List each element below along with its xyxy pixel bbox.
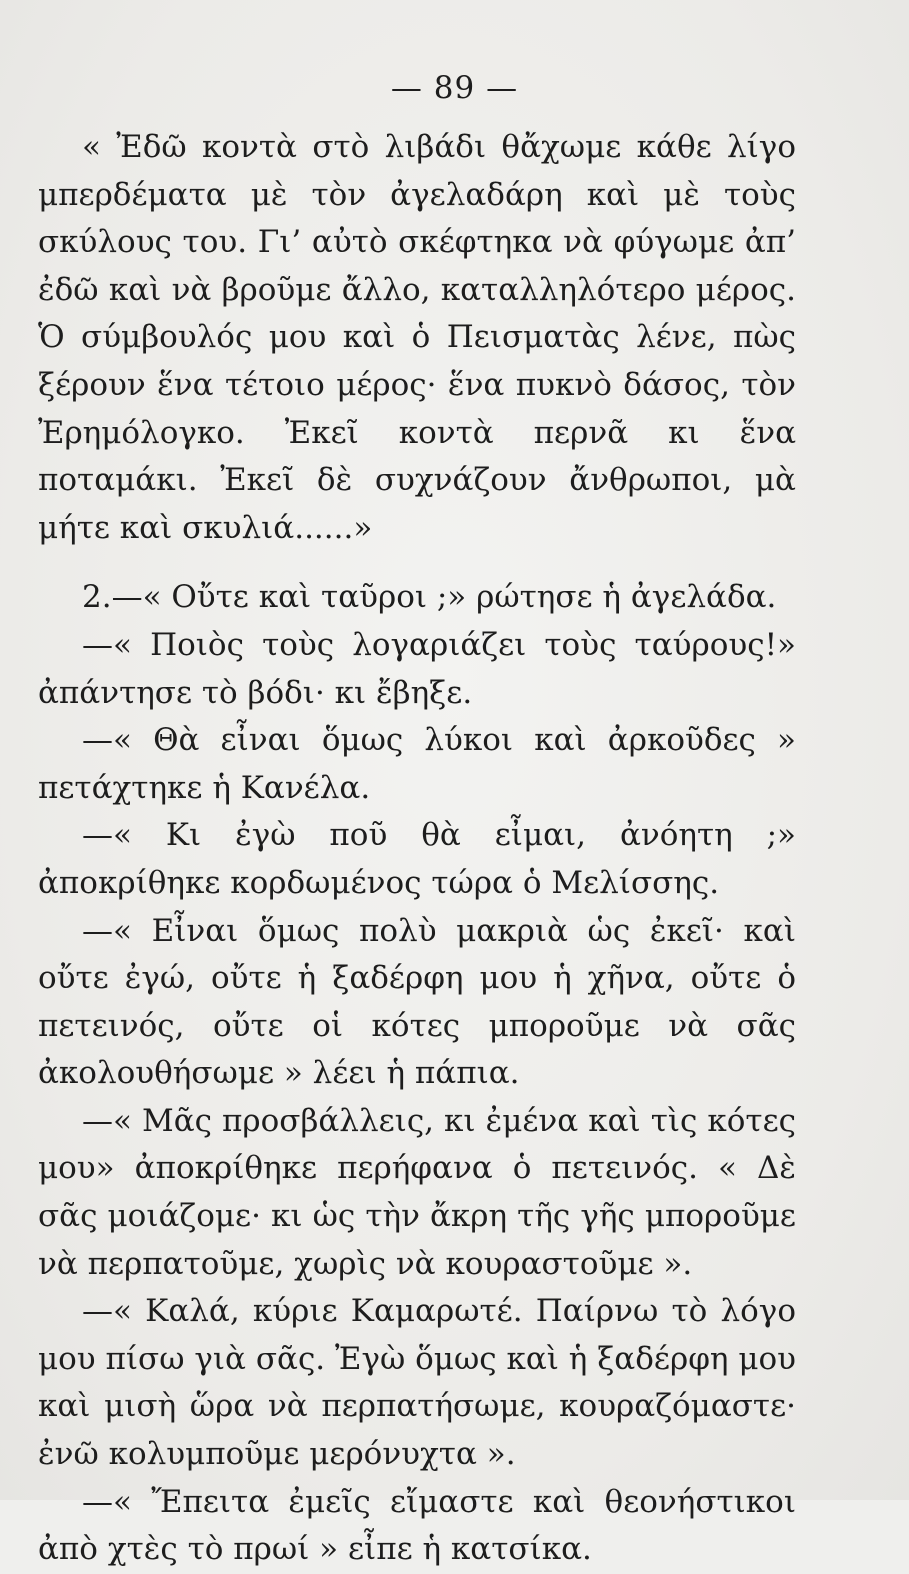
paragraph-4: —« Θὰ εἶναι ὅμως λύκοι καὶ ἀρκοῦδες » πετάχτηκε ἡ Κανέλα. [38,722,796,806]
paragraph-1: « Ἐδῶ κοντὰ στὸ λιβάδι θἄχωμε κάθε λίγο μπερδέματα μὲ τὸν ἀγελαδάρη καὶ μὲ τοὺς σκύλους του. Γι’ αὐτὸ σκέφτηκα νὰ φύγωμε ἀπ’ ἐδῶ καὶ νὰ βροῦμε ἄλλο, καταλληλότερο μέρος. Ὁ σύμβουλός μου καὶ ὁ Πεισματὰς λένε, πὼς ξέρουν ἕνα τέτοιο μέρος· ἕνα πυκνὸ δάσος, τὸν Ἐρημόλογκο. Ἐκεῖ κοντὰ περνᾶ κι ἕνα ποταμάκι. Ἐκεῖ δὲ συχνάζουν ἄνθρωποι, μὰ μήτε καὶ σκυλιά......» [38,129,796,546]
paragraph-5: —« Κι ἐγὼ ποῦ θὰ εἶμαι, ἀνόητη ;» ἀποκρίθηκε κορδωμένος τώρα ὁ Μελίσσης. [38,817,796,901]
page-body-text [38,124,796,1574]
page-number: — 89 — [390,70,519,106]
paragraph-7: —« Μᾶς προσβάλλεις, κι ἐμένα καὶ τὶς κότες μου» ἀποκρίθηκε περήφανα ὁ πετεινός. « Δὲ σᾶς μοιάζομε· κι ὡς τὴν ἄκρη τῆς γῆς μποροῦμε νὰ περπατοῦμε, χωρὶς νὰ κουραστοῦμε ». [38,1102,796,1282]
paragraph-6: —« Εἶναι ὅμως πολὺ μακριὰ ὡς ἐκεῖ· καὶ οὔτε ἐγώ, οὔτε ἡ ξαδέρφη μου ἡ χῆνα, οὔτε ὁ πετεινός, οὔτε οἱ κότες μποροῦμε νὰ σᾶς ἀκολουθήσωμε » λέει ἡ πάπια. [38,912,796,1092]
paragraph-8: —« Καλά, κύριε Καμαρωτέ. Παίρνω τὸ λόγο μου πίσω γιὰ σᾶς. Ἐγὼ ὅμως καὶ ἡ ξαδέρφη μου καὶ μισὴ ὥρα νὰ περπατήσωμε, κουραζόμαστε· ἐνῶ κολυμποῦμε μερόνυχτα ». [38,1293,796,1473]
paragraph-2: 2.—« Οὔτε καὶ ταῦροι ;» ρώτησε ἡ ἀγελάδα. [82,579,777,616]
paragraph-3: —« Ποιὸς τοὺς λογαριάζει τοὺς ταύρους!» ἀπάντησε τὸ βόδι· κι ἔβηξε. [38,626,796,711]
paragraph-9: —« Ἔπειτα ἐμεῖς εἴμαστε καὶ θεονήστικοι ἀπὸ χτὲς τὸ πρωί » εἶπε ἡ κατσίκα. [38,1483,796,1568]
